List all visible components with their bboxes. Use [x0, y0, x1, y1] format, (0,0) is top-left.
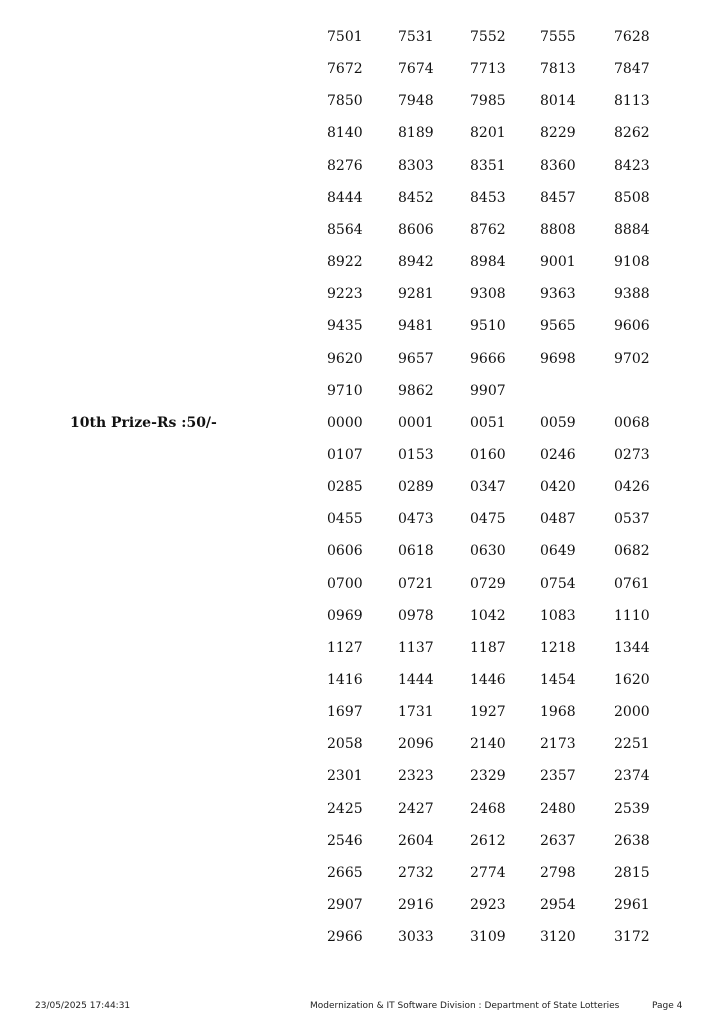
ticket-number: 2058 — [327, 736, 363, 753]
ticket-number: 9565 — [540, 318, 576, 335]
ticket-number: 2966 — [327, 929, 363, 946]
ticket-number: 9308 — [470, 286, 506, 303]
ticket-number: 0347 — [470, 479, 506, 496]
ticket-number: 1968 — [540, 704, 576, 721]
ticket-number: 1042 — [470, 607, 506, 624]
ticket-number: 8984 — [470, 254, 506, 271]
ticket-number: 2954 — [540, 897, 576, 914]
ticket-number: 2140 — [470, 736, 506, 753]
ticket-number: 9620 — [327, 350, 363, 367]
footer-timestamp: 23/05/2025 17:44:31 — [35, 1001, 131, 1011]
ticket-number: 8014 — [540, 93, 576, 110]
ticket-number: 2427 — [398, 800, 434, 817]
ticket-number: 0606 — [327, 543, 363, 560]
ticket-number: 9702 — [614, 350, 650, 367]
footer-page-number: Page 4 — [652, 1001, 683, 1011]
ticket-number: 2301 — [327, 768, 363, 785]
ticket-number: 8762 — [470, 221, 506, 238]
ticket-number: 8423 — [614, 157, 650, 174]
ticket-number: 7531 — [398, 29, 434, 45]
ticket-number: 0969 — [327, 607, 363, 624]
ticket-number: 7713 — [470, 61, 506, 78]
ticket-number: 0649 — [540, 543, 576, 560]
ticket-number: 0700 — [327, 575, 363, 592]
ticket-number: 0420 — [540, 479, 576, 496]
ticket-number: 8922 — [327, 254, 363, 271]
ticket-number: 2173 — [540, 736, 576, 753]
ticket-number: 9657 — [398, 350, 434, 367]
ticket-number: 0059 — [540, 414, 576, 431]
ticket-number: 0051 — [470, 414, 506, 431]
ticket-number: 7847 — [614, 61, 650, 78]
ticket-number: 8884 — [614, 221, 650, 238]
ticket-number: 8113 — [614, 93, 650, 110]
ticket-number: 2546 — [327, 832, 363, 849]
ticket-number: 2916 — [398, 897, 434, 914]
ticket-number: 0285 — [327, 479, 363, 496]
ticket-number: 8942 — [398, 254, 434, 271]
ticket-number: 0754 — [540, 575, 576, 592]
ticket-number: 8808 — [540, 221, 576, 238]
ticket-number: 1454 — [540, 672, 576, 688]
ticket-number: 0107 — [327, 446, 363, 463]
ticket-number: 7985 — [470, 93, 506, 110]
ticket-number: 1731 — [398, 704, 434, 721]
ticket-number: 0978 — [398, 607, 434, 624]
ticket-number: 0001 — [398, 414, 434, 431]
ticket-number: 8453 — [470, 189, 506, 206]
ticket-number: 8606 — [398, 221, 434, 238]
ticket-number: 0289 — [398, 479, 434, 496]
ticket-number: 7555 — [540, 29, 576, 45]
ticket-number: 3172 — [614, 929, 650, 946]
ticket-number: 9435 — [327, 318, 363, 335]
ticket-number: 7628 — [614, 29, 650, 45]
ticket-number: 1187 — [470, 639, 506, 656]
ticket-number: 2480 — [540, 800, 576, 817]
ticket-number: 0475 — [470, 511, 506, 528]
ticket-number: 2357 — [540, 768, 576, 785]
ticket-number: 0761 — [614, 575, 650, 592]
ticket-number: 1444 — [398, 672, 434, 688]
ticket-number: 0618 — [398, 543, 434, 560]
ticket-number: 0160 — [470, 446, 506, 463]
ticket-number: 2323 — [398, 768, 434, 785]
prize-label: 10th Prize-Rs :50/- — [70, 414, 217, 431]
ticket-number: 8564 — [327, 221, 363, 238]
ticket-number: 9363 — [540, 286, 576, 303]
ticket-number: 0729 — [470, 575, 506, 592]
ticket-number: 1218 — [540, 639, 576, 656]
ticket-number: 1083 — [540, 607, 576, 624]
ticket-number: 9606 — [614, 318, 650, 335]
ticket-number: 1697 — [327, 704, 363, 721]
ticket-number: 8262 — [614, 125, 650, 142]
ticket-number: 0682 — [614, 543, 650, 560]
ticket-number: 9001 — [540, 254, 576, 271]
ticket-number: 0000 — [327, 414, 363, 431]
ticket-number: 0537 — [614, 511, 650, 528]
ticket-number: 2961 — [614, 897, 650, 914]
ticket-number: 2665 — [327, 864, 363, 881]
ticket-number: 8229 — [540, 125, 576, 142]
ticket-number: 2612 — [470, 832, 506, 849]
ticket-number: 3109 — [470, 929, 506, 946]
ticket-number: 9907 — [470, 382, 506, 399]
ticket-number: 1927 — [470, 704, 506, 721]
ticket-number: 7813 — [540, 61, 576, 78]
ticket-number: 1344 — [614, 639, 650, 656]
ticket-number: 9281 — [398, 286, 434, 303]
ticket-number: 2638 — [614, 832, 650, 849]
ticket-number: 7672 — [327, 61, 363, 78]
ticket-number: 9698 — [540, 350, 576, 367]
ticket-number: 9388 — [614, 286, 650, 303]
ticket-number: 1110 — [614, 607, 650, 624]
ticket-number: 9108 — [614, 254, 650, 271]
ticket-number: 8457 — [540, 189, 576, 206]
ticket-number: 9481 — [398, 318, 434, 335]
ticket-number: 8140 — [327, 125, 363, 142]
ticket-number: 2815 — [614, 864, 650, 881]
ticket-number: 2329 — [470, 768, 506, 785]
ticket-number: 8452 — [398, 189, 434, 206]
ticket-number: 0273 — [614, 446, 650, 463]
ticket-number: 8360 — [540, 157, 576, 174]
ticket-number: 9666 — [470, 350, 506, 367]
ticket-number: 2425 — [327, 800, 363, 817]
ticket-number: 8508 — [614, 189, 650, 206]
ticket-number: 2798 — [540, 864, 576, 881]
ticket-number: 8303 — [398, 157, 434, 174]
ticket-number: 2637 — [540, 832, 576, 849]
ticket-number: 2539 — [614, 800, 650, 817]
ticket-number: 1416 — [327, 672, 363, 688]
ticket-number: 2604 — [398, 832, 434, 849]
ticket-number: 0246 — [540, 446, 576, 463]
ticket-number: 0153 — [398, 446, 434, 463]
ticket-number: 0630 — [470, 543, 506, 560]
ticket-number: 2374 — [614, 768, 650, 785]
footer-division: Modernization & IT Software Division : Department of State Lotteries — [310, 1001, 620, 1011]
ticket-number: 2251 — [614, 736, 650, 753]
ticket-number: 2000 — [614, 704, 650, 721]
ticket-number: 1620 — [614, 672, 650, 688]
ticket-number: 7674 — [398, 61, 434, 78]
ticket-number: 0426 — [614, 479, 650, 496]
ticket-number: 2732 — [398, 864, 434, 881]
ticket-number: 9510 — [470, 318, 506, 335]
ticket-number: 0455 — [327, 511, 363, 528]
ticket-number: 2907 — [327, 897, 363, 914]
ticket-number: 2096 — [398, 736, 434, 753]
ticket-number: 7850 — [327, 93, 363, 110]
ticket-number: 3120 — [540, 929, 576, 946]
ticket-number: 8351 — [470, 157, 506, 174]
ticket-number: 1127 — [327, 639, 363, 656]
ticket-number: 8276 — [327, 157, 363, 174]
ticket-number: 2774 — [470, 864, 506, 881]
ticket-number: 0721 — [398, 575, 434, 592]
ticket-number: 7552 — [470, 29, 506, 45]
ticket-number: 8189 — [398, 125, 434, 142]
ticket-number: 8444 — [327, 189, 363, 206]
ticket-number: 9223 — [327, 286, 363, 303]
ticket-number: 3033 — [398, 929, 434, 946]
ticket-number: 0487 — [540, 511, 576, 528]
ticket-number: 2923 — [470, 897, 506, 914]
ticket-number: 0068 — [614, 414, 650, 431]
ticket-number: 8201 — [470, 125, 506, 142]
ticket-number: 9862 — [398, 382, 434, 399]
ticket-number: 0473 — [398, 511, 434, 528]
ticket-number: 7948 — [398, 93, 434, 110]
ticket-number: 2468 — [470, 800, 506, 817]
ticket-number: 7501 — [327, 29, 363, 45]
ticket-number: 1137 — [398, 639, 434, 656]
ticket-number: 9710 — [327, 382, 363, 399]
ticket-number: 1446 — [470, 672, 506, 688]
